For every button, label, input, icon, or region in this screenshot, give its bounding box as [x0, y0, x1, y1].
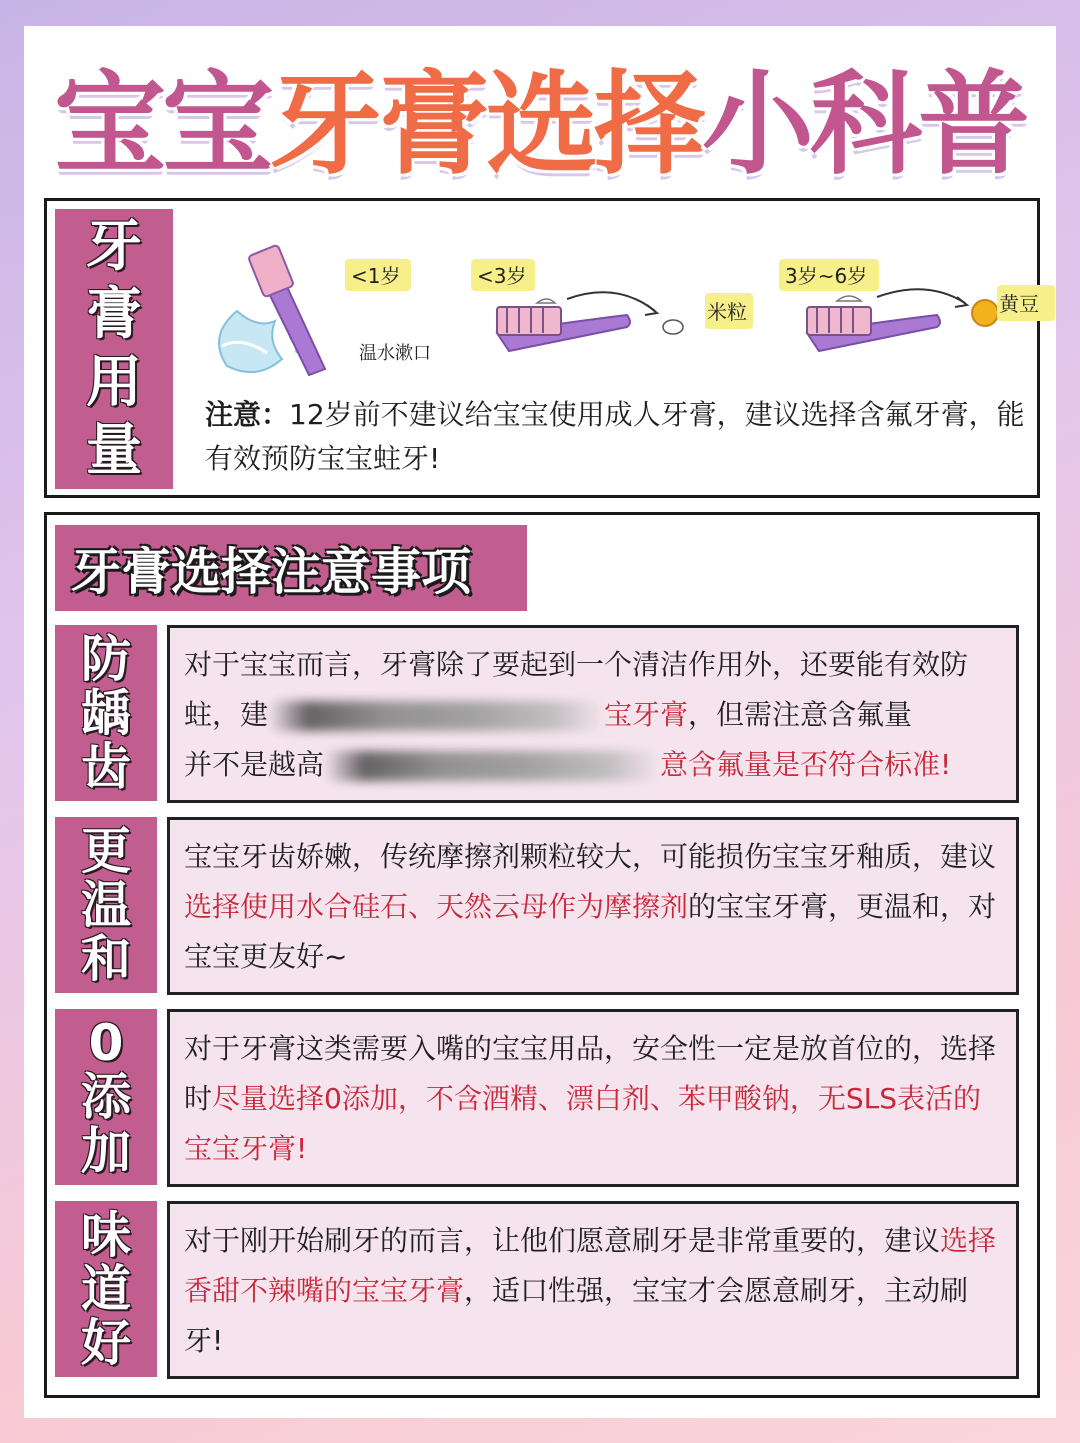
dosage-label-char: 膏 [86, 282, 142, 347]
label-char: 0 [88, 1014, 124, 1072]
page-title [24, 40, 1056, 190]
item-label-taste [55, 1201, 157, 1377]
item-highlight: 尽量选择0添加，不含酒精、漂白剂、苯甲酸钠，无SLS表活的宝宝牙膏! [184, 1082, 981, 1165]
toothbrush-icon [807, 296, 940, 351]
item-label-zero-additive [55, 1009, 157, 1185]
dosage-label-char: 用 [86, 350, 142, 415]
soybean-dot-icon [972, 300, 998, 326]
rice-grain-dot-icon [663, 320, 683, 334]
item-text: ，但需注意含氟量 [688, 698, 913, 731]
label-char: 齿 [81, 738, 131, 796]
rinse-text: 温水漱口 [359, 343, 431, 364]
blurred-redaction [324, 751, 660, 781]
arrow-icon [877, 289, 965, 303]
label-char: 温 [81, 876, 131, 934]
section-title: 牙膏选择注意事项 [55, 525, 527, 611]
note-text: 12岁前不建议给宝宝使用成人牙膏，建议选择含氟牙膏，能有效预防宝宝蛀牙! [205, 398, 1025, 475]
item-text: 对于宝宝而言，牙膏除了要起到一个清洁作用外，还要能有效防蛀， [184, 648, 969, 731]
selection-panel [44, 512, 1040, 1398]
item-text: 对于刚开始刷牙的而言，让他们愿意刷牙是非常重要的，建议 [184, 1224, 941, 1257]
item-label-gentle [55, 817, 157, 993]
label-char: 道 [81, 1260, 131, 1318]
label-char: 好 [81, 1314, 131, 1372]
title-part-2: 牙膏选择 [270, 59, 702, 190]
label-char: 添 [81, 1068, 131, 1126]
size-2-text: 黄豆 [999, 292, 1039, 316]
item-highlight: 意含氟量是否符合标准! [660, 748, 952, 781]
label-char: 和 [81, 930, 131, 988]
title-part-1: 宝宝 [54, 59, 270, 190]
toothpaste-dosage-illustration [197, 241, 1039, 386]
item-text-partial: 建 [240, 698, 269, 731]
toothbrush-icon [497, 299, 630, 351]
item-highlight: 宝牙膏 [604, 698, 689, 731]
item-text: 的宝宝牙膏，更温和，对宝宝更友好~ [184, 890, 997, 973]
label-char: 龋 [81, 684, 131, 742]
item-text: 对于牙膏这类需要入嘴的宝宝用品，安全性一定是放首位的，选择时 [184, 1032, 997, 1115]
arrow-icon [567, 292, 655, 311]
size-1-text: 米粒 [707, 300, 747, 324]
item-text-anticavity [167, 625, 1019, 803]
blurred-redaction [268, 701, 604, 731]
item-text-gentle [167, 817, 1019, 995]
item-text: 并不是越 [184, 748, 297, 781]
item-text-partial: 高 [296, 748, 325, 781]
note-label: 注意： [205, 398, 290, 431]
title-part-3: 小科普 [702, 59, 1026, 190]
age-3-text: 3岁~6岁 [785, 264, 868, 288]
age-1-text: <1岁 [351, 264, 401, 288]
label-char: 防 [81, 630, 131, 688]
poster-card [24, 26, 1056, 1418]
label-char: 更 [81, 822, 131, 880]
item-highlight: 选择香甜不辣嘴的宝宝牙膏 [184, 1224, 997, 1307]
item-text: ，适口性强，宝宝才会愿意刷牙，主动刷牙! [184, 1274, 969, 1357]
dosage-label-char: 量 [86, 418, 142, 483]
dosage-note [205, 393, 1025, 481]
dosage-panel [44, 198, 1040, 498]
item-label-anticavity [55, 625, 157, 801]
item-highlight: 选择使用水合硅石、天然云母作为摩擦剂 [184, 890, 689, 923]
age-2-text: <3岁 [477, 264, 527, 288]
item-text-taste [167, 1201, 1019, 1379]
dosage-label [55, 209, 173, 489]
item-text: 宝宝牙齿娇嫩，传统摩擦剂颗粒较大，可能损伤宝宝牙釉质，建议 [184, 840, 997, 873]
label-char: 加 [81, 1122, 131, 1180]
dosage-label-char: 牙 [86, 214, 142, 279]
item-text-zero-additive [167, 1009, 1019, 1187]
label-char: 味 [81, 1206, 131, 1264]
